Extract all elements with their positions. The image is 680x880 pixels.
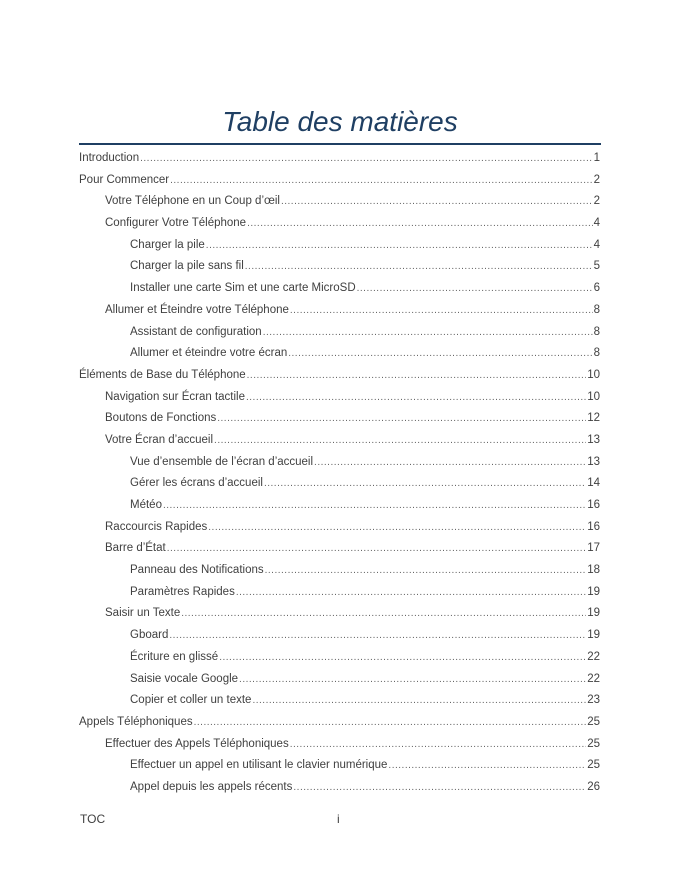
toc-entry-label: Charger la pile [130,238,205,251]
toc-entry-page: 23 [587,694,600,707]
toc-dot-leader [293,777,586,799]
toc-entry[interactable] [79,647,600,669]
toc-dot-leader [281,191,593,213]
toc-entry-label: Votre Téléphone en un Coup d’œil [105,195,280,208]
toc-entry-page: 4 [593,238,600,251]
toc-dot-leader [163,495,586,517]
toc-entry-page: 16 [587,520,600,533]
toc-dot-leader [214,430,586,452]
title-rule [79,143,601,145]
toc-dot-leader [194,712,587,734]
toc-entry-label: Vue d’ensemble de l’écran d’accueil [130,455,314,468]
toc-entry-page: 10 [587,390,600,403]
toc-entry-page: 4 [593,217,600,230]
toc-entry[interactable] [79,235,600,257]
toc-entry[interactable] [79,625,600,647]
toc-dot-leader [239,669,586,691]
toc-entry-label: Charger la pile sans fil [130,260,244,273]
toc-entry-label: Introduction [79,152,140,164]
toc-entry-label: Effectuer des Appels Téléphoniques [105,737,289,750]
toc-entry-page: 25 [587,737,600,750]
toc-dot-leader [288,343,592,365]
toc-entry[interactable] [79,734,600,756]
toc-entry[interactable] [79,603,600,625]
toc-entry-label: Raccourcis Rapides [105,520,208,533]
toc-entry-label: Installer une carte Sim et une carte MicroSD [130,282,356,295]
toc-entry-page: 13 [587,455,600,468]
toc-entry[interactable] [79,495,600,517]
toc-entry-page: 19 [587,585,600,598]
toc-entry-page: 16 [587,499,600,511]
toc-list [79,148,600,799]
toc-entry[interactable] [79,777,600,799]
toc-dot-leader [167,538,586,560]
toc-dot-leader [208,517,586,539]
toc-dot-leader [357,278,593,300]
toc-entry[interactable] [79,430,600,452]
toc-entry-page: 6 [593,282,600,295]
toc-entry-label: Panneau des Notifications [130,564,264,577]
toc-entry-label: Barre d’État [105,542,166,555]
toc-entry[interactable] [79,300,600,322]
toc-entry[interactable] [79,560,600,582]
toc-entry-page: 8 [593,325,600,338]
toc-entry[interactable] [79,343,600,365]
toc-entry-label: Saisie vocale Google [130,672,239,685]
toc-entry-label: Gboard [130,629,169,642]
toc-entry-page: 19 [587,629,600,642]
footer-section-label: TOC [80,812,106,826]
toc-entry-label: Allumer et éteindre votre écran [130,347,288,360]
toc-entry-label: Paramètres Rapides [130,585,235,598]
toc-entry[interactable] [79,712,600,734]
toc-entry-page: 2 [593,173,600,186]
toc-entry-label: Météo [130,499,162,511]
toc-dot-leader [314,452,586,474]
toc-entry[interactable] [79,322,600,344]
toc-entry-page: 8 [593,303,600,316]
toc-entry-page: 22 [587,672,600,685]
toc-entry-page: 17 [587,542,600,555]
toc-dot-leader [245,256,593,278]
page-title: Table des matières [222,106,458,137]
toc-entry-page: 19 [587,607,600,620]
toc-entry-label: Éléments de Base du Téléphone [79,368,246,381]
toc-entry-label: Copier et coller un texte [130,694,252,707]
toc-dot-leader [236,582,586,604]
toc-entry-page: 14 [587,477,600,490]
toc-dot-leader [181,603,586,625]
toc-entry-label: Pour Commencer [79,173,170,186]
toc-entry-label: Écriture en glissé [130,650,219,663]
toc-entry[interactable] [79,387,600,409]
toc-dot-leader [290,300,593,322]
toc-entry-label: Appels Téléphoniques [79,715,193,728]
toc-entry[interactable] [79,408,600,430]
toc-dot-leader [290,734,586,756]
toc-entry-page: 12 [587,412,600,425]
toc-dot-leader [169,625,586,647]
toc-entry-page: 25 [587,759,600,772]
toc-entry-page: 26 [587,780,600,793]
toc-entry-page: 10 [587,368,600,381]
toc-dot-leader [263,322,593,344]
toc-dot-leader [264,473,586,495]
toc-entry-page: 22 [587,650,600,663]
toc-dot-leader [265,560,587,582]
toc-dot-leader [388,755,586,777]
toc-dot-leader [247,213,593,235]
toc-entry[interactable] [79,170,600,192]
toc-entry[interactable] [79,278,600,300]
toc-entry-label: Gérer les écrans d’accueil [130,477,263,490]
footer-page-number: i [337,812,340,826]
toc-entry[interactable] [79,452,600,474]
toc-entry-label: Effectuer un appel en utilisant le clavier numérique [130,759,388,772]
toc-entry-page: 5 [593,260,600,273]
toc-entry-page: 18 [587,564,600,577]
toc-dot-leader [252,690,586,712]
toc-entry-page: 2 [593,195,600,208]
toc-dot-leader [217,408,586,430]
toc-entry-page: 1 [593,152,600,164]
toc-dot-leader [206,235,593,257]
toc-dot-leader [219,647,586,669]
toc-entry[interactable] [79,365,600,387]
toc-entry-label: Navigation sur Écran tactile [105,390,245,403]
toc-entry-page: 25 [587,715,600,728]
toc-entry[interactable] [79,582,600,604]
toc-entry-label: Saisir un Texte [105,607,181,620]
toc-entry-label: Configurer Votre Téléphone [105,217,247,230]
toc-entry-page: 8 [593,347,600,360]
toc-dot-leader [247,365,587,387]
toc-entry[interactable] [79,538,600,560]
toc-entry[interactable] [79,191,600,213]
toc-entry[interactable] [79,213,600,235]
toc-entry-label: Assistant de configuration [130,325,262,338]
toc-entry[interactable] [79,690,600,712]
toc-entry-label: Allumer et Éteindre votre Téléphone [105,303,289,316]
toc-entry-label: Boutons de Fonctions [105,412,217,425]
toc-entry-page: 13 [587,433,600,446]
toc-entry-label: Appel depuis les appels récents [130,780,293,793]
toc-dot-leader [170,170,592,192]
toc-entry[interactable] [79,148,600,170]
toc-entry-label: Votre Écran d’accueil [105,433,214,446]
toc-dot-leader [246,387,586,409]
toc-dot-leader [140,148,592,170]
toc-entry[interactable] [79,517,600,539]
toc-entry[interactable] [79,256,600,278]
toc-entry[interactable] [79,755,600,777]
toc-entry[interactable] [79,669,600,691]
toc-entry[interactable] [79,473,600,495]
